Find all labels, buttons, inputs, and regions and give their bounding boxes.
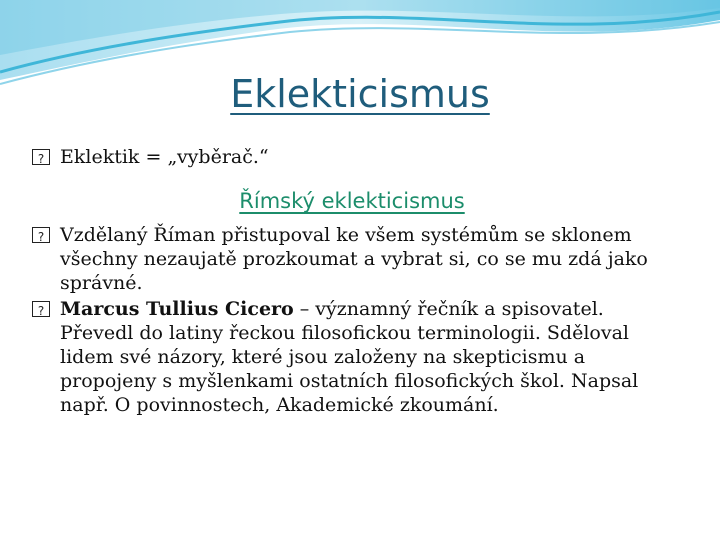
cicero-name: Marcus Tullius Cicero xyxy=(60,298,294,320)
bullet-glyph-icon xyxy=(32,227,50,243)
bullet-text: – významný řečník a spisovatel. Převedl do latiny řeckou filosofickou terminologii. Sděloval lidem své názory, které jsou založeny na skepticismu a propojeny s myšlenkami ostatních filosofických škol. Napsal např. O povinnostech, Akademické zkoumání. xyxy=(60,298,639,416)
bullet-text: Eklektik = „vyběrač.“ xyxy=(60,146,269,168)
bullet-glyph-icon xyxy=(32,149,50,165)
bullet-item-eklektik xyxy=(32,145,672,169)
slide-title: Eklekticismus xyxy=(230,72,490,116)
slide-subtitle: Římský eklekticismus xyxy=(239,189,465,213)
bullet-item-cicero xyxy=(32,297,672,417)
bullet-item-riman xyxy=(32,223,672,295)
bullet-glyph-icon xyxy=(32,301,50,317)
slide-content xyxy=(32,145,672,417)
bullet-text: Vzdělaný Říman přistupoval ke všem systémům se sklonem všechny nezaujatě prozkoumat a vybrat si, co se mu zdá jako správné. xyxy=(60,224,648,294)
